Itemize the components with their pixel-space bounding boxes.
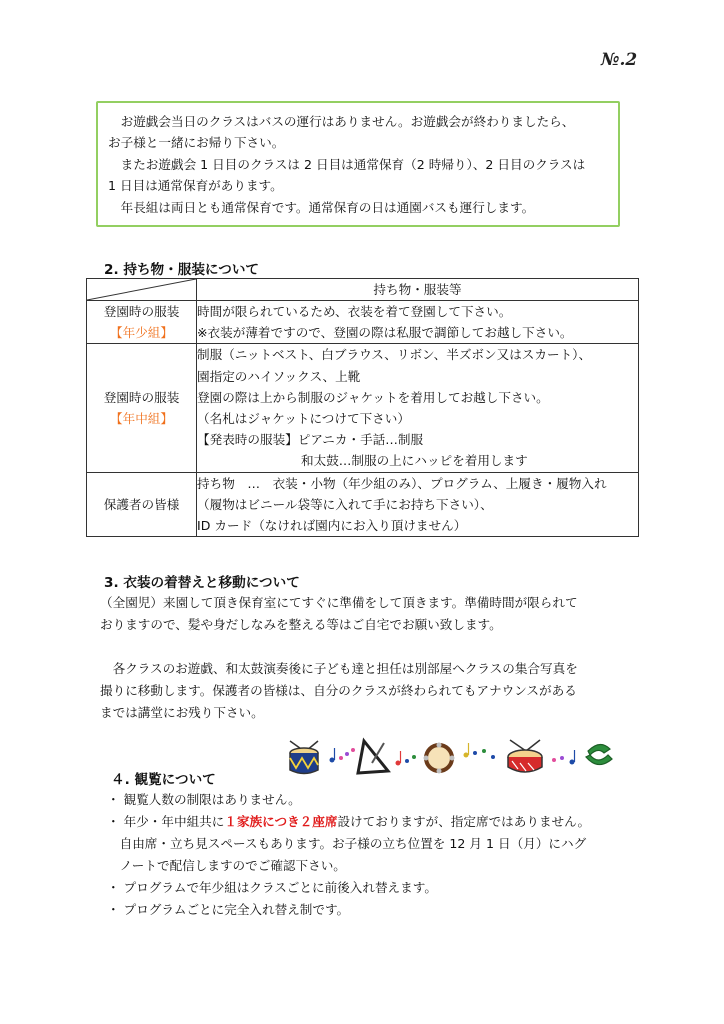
list-item: ・ プログラムごとに完全入れ替え制です。: [107, 902, 350, 917]
notice-line: 年長組は両日とも通常保育です。通常保育の日は通園バスも運行します。: [108, 199, 535, 215]
list-item-continuation: 自由席・立ち見スペースもあります。お子様の立ち位置を 12 月 1 日（月）にハグ: [107, 836, 587, 851]
row-class-tag: 【年中組】: [110, 411, 173, 427]
table-row: [87, 344, 639, 472]
list-item: ・ 観覧人数の制限はありません。: [107, 792, 301, 807]
notice-line: またお遊戯会 1 日目のクラスは 2 日目は通常保育（2 時帰り）、2 日目のクラスは: [108, 156, 586, 172]
diagonal-header-cell: [87, 279, 197, 301]
notice-box: [96, 101, 620, 227]
paragraph-line: （全園児）来園して頂き保育室にてすぐに準備をして頂きます。準備時間が限られて: [100, 595, 578, 610]
notice-line: 1 日目は通常保育があります。: [108, 178, 283, 194]
row-line: 【発表時の服装】ピアニカ・手話…制服: [197, 432, 424, 448]
table-header-label: 持ち物・服装等: [197, 279, 639, 301]
row-label: 登園時の服装: [103, 390, 180, 406]
table-row: [87, 301, 639, 344]
section-3-heading: 3. 衣装の着替えと移動について: [104, 575, 300, 591]
row-line: 園指定のハイソックス、上靴: [197, 368, 361, 384]
row-label-cell: [87, 344, 197, 472]
section-3-paragraph: [100, 592, 578, 636]
row-line: ID カード（なければ園内にお入り頂けません）: [197, 518, 467, 534]
instruments-decoration: [288, 737, 618, 779]
viewing-rules-list: [107, 789, 590, 921]
row-label-cell: [87, 472, 197, 537]
list-item: ・ プログラムで年少組はクラスごとに前後入れ替えます。: [107, 880, 437, 895]
music-note-icon: [330, 748, 356, 763]
row-label-cell: [87, 301, 197, 344]
row-content-cell: [197, 344, 639, 472]
list-item: [107, 811, 590, 833]
drum-icon: [290, 741, 318, 774]
row-line: 登園の際は上から制服のジャケットを着用してお越し下さい。: [197, 389, 549, 405]
list-item-text: 設けておりますが、指定席ではありません。: [337, 814, 591, 829]
row-line: （履物はビニール袋等に入れて手にお持ち下さい）、: [197, 496, 493, 512]
seat-limit-highlight: １家族につき２座席: [224, 814, 338, 829]
diagonal-line-icon: [87, 279, 196, 300]
row-line: 和太鼓…制服の上にハッピを着用します: [301, 453, 528, 469]
row-content-cell: [197, 472, 639, 537]
section-2-heading: 2. 持ち物・服装について: [104, 262, 260, 278]
music-note-icon: [552, 750, 575, 765]
row-line: ※衣装が薄着ですので、登園の際は私服で調節してお越し下さい。: [197, 325, 573, 341]
row-line: （名札はジャケットにつけて下さい）: [197, 411, 410, 427]
row-label: 保護者の皆様: [103, 496, 180, 512]
table-header-row: [87, 279, 639, 301]
row-content-cell: [197, 301, 639, 344]
paragraph-line: おりますので、髪や身だしなみを整える等はご自宅でお願い致します。: [100, 617, 502, 632]
paragraph-line: 撮りに移動します。保護者の皆様は、自分のクラスが終わられてもアナウンスがある: [100, 683, 577, 698]
list-item-continuation: ノートで配信しますのでご確認下さい。: [107, 858, 346, 873]
table-row: [87, 472, 639, 537]
paragraph-line: 各クラスのお遊戯、和太鼓演奏後に子ども達と担任は別部屋へクラスの集合写真を: [100, 661, 578, 676]
music-note-icon: [464, 743, 496, 759]
snare-drum-icon: [508, 740, 542, 772]
row-line: 持ち物 … 衣装・小物（年少組のみ）、プログラム、上履き・履物入れ: [197, 475, 607, 491]
notice-line: お遊戯会当日のクラスはバスの運行はありません。お遊戯会が終わりましたら、: [108, 114, 575, 129]
row-line: 時間が限られているため、衣装を着て登園して下さい。: [197, 304, 512, 319]
section-4-heading: ４. 観覧について: [111, 772, 216, 788]
list-item-text: ・ 年少・年中組共に: [107, 814, 225, 829]
row-line: 制服（ニットベスト、白ブラウス、リボン、半ズボン又はスカート）、: [197, 347, 592, 363]
castanets-icon: [586, 744, 612, 764]
paragraph-line: までは講堂にお残り下さい。: [100, 705, 264, 720]
tambourine-icon: [424, 743, 455, 774]
music-note-icon: [396, 751, 417, 766]
row-label: 登園時の服装: [103, 304, 180, 320]
attire-table: [86, 278, 639, 537]
notice-line: お子様と一緒にお帰り下さい。: [108, 135, 285, 151]
page-number: №.2: [601, 50, 638, 70]
triangle-icon: [358, 741, 388, 773]
section-3-paragraph: [100, 658, 578, 724]
row-class-tag: 【年少組】: [110, 325, 173, 341]
